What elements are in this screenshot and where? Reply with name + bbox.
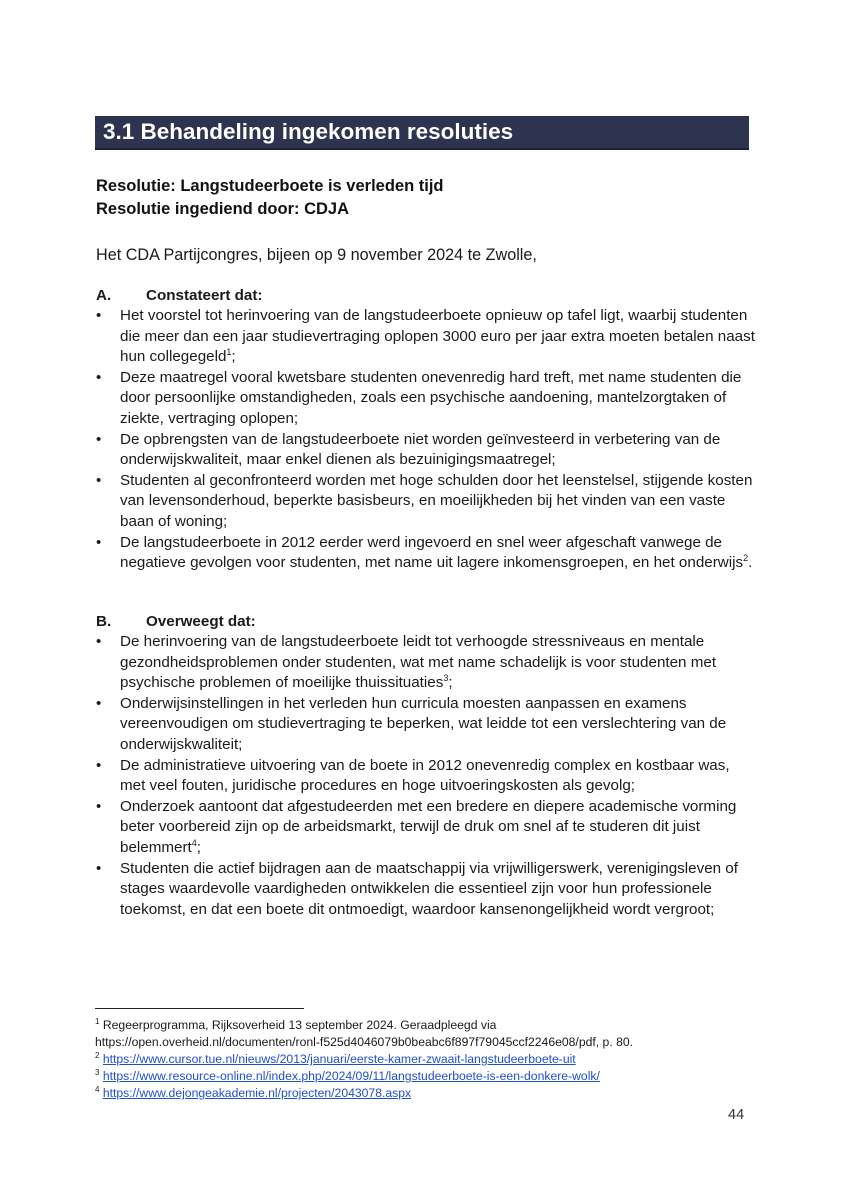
list-item: • Onderwijsinstellingen in het verleden hun curricula moesten aanpassen en examens vereenvoudigen om studievertraging te beperken, wat leidde tot een verslechtering van de onderwijskwaliteit;: [96, 694, 756, 756]
section-b-title: Overweegt dat:: [146, 613, 256, 630]
footnote-2: $^2$ https://www.cursor.tue.nl/nieuws/2013/januari/eerste-kamer-zwaait-langstudeerboete-uit: [95, 1050, 576, 1066]
section-a-letter: A.: [96, 287, 112, 304]
section-b-letter: B.: [96, 613, 112, 630]
resolution-intro: Het CDA Partijcongres, bijeen op 9 november 2024 te Zwolle,: [96, 246, 537, 264]
list-item: • Studenten die actief bijdragen aan de maatschappij via vrijwilligerswerk, verenigingsleven of stages waardevolle vaardigheden ontwikkelen die essentieel zijn voor hun professionele toekomst, en dat een boete dit ontmoedigt, waardoor kansenongelijkheid wordt vergroot;: [96, 859, 756, 921]
list-item: • Onderzoek aantoont dat afgestudeerden met een bredere en diepere academische vorming beter voorbereid zijn op de arbeidsmarkt, terwijl de druk om snel af te studeren dit juist belemmert$^4$;: [96, 797, 756, 859]
section-b-list: [96, 632, 756, 920]
list-item: • Deze maatregel vooral kwetsbare studenten onevenredig hard treft, met name studenten die door persoonlijke omstandigheden, zoals een psychische aandoening, mantelzorgtaken of ziekte, vertraging oplopen;: [96, 368, 756, 430]
section-a-heading: [96, 286, 262, 306]
section-title-bar: [95, 116, 749, 150]
resolution-submitter: Resolutie ingediend door: CDJA: [96, 200, 350, 218]
list-item: • Studenten al geconfronteerd worden met hoge schulden door het leenstelsel, stijgende kosten van levensonderhoud, beperkte basisbeurs, en moeilijkheden bij het vinden van een vaste baan of woning;: [96, 471, 756, 533]
footnote-4-link[interactable]: https://www.dejongeakademie.nl/projecten/2043078.aspx: [102, 1086, 412, 1100]
section-b-heading: [96, 612, 256, 632]
section-title: 3.1 Behandeling ingekomen resoluties: [103, 119, 514, 144]
footnote-3: $^3$ https://www.resource-online.nl/index.php/2024/09/11/langstudeerboete-is-een-donkere-wolk/: [95, 1067, 600, 1083]
list-item: • De administratieve uitvoering van de boete in 2012 onevenredig complex en kostbaar was, met veel fouten, juridische procedures en hoge uitvoeringskosten als gevolg;: [96, 756, 756, 797]
list-item: • De herinvoering van de langstudeerboete leidt tot verhoogde stressniveaus en mentale gezondheidsproblemen onder studenten, wat met name schadelijk is voor studenten met psychische problemen of moeilijke thuissituaties$^3$;: [96, 632, 756, 694]
list-item: • De langstudeerboete in 2012 eerder werd ingevoerd en snel weer afgeschaft vanwege de negatieve gevolgen voor studenten, met name uit lagere inkomensgroepen, en het onderwijs$^2$.: [96, 533, 756, 574]
page-number: 44: [728, 1107, 745, 1123]
footnote-1-url: https://open.overheid.nl/documenten/ronl-f525d4046079b0beabc6f897f79045ccf2246e08/pdf, p. 80.: [95, 1035, 634, 1049]
section-a-list: [96, 306, 756, 574]
footnote-3-link[interactable]: https://www.resource-online.nl/index.php/2024/09/11/langstudeerboete-is-een-donkere-wolk/: [102, 1069, 600, 1083]
section-a-title: Constateert dat:: [146, 287, 263, 304]
footnote-4: $^4$ https://www.dejongeakademie.nl/projecten/2043078.aspx: [95, 1084, 412, 1100]
list-item: • Het voorstel tot herinvoering van de langstudeerboete opnieuw op tafel ligt, waarbij studenten die meer dan een jaar studievertraging oplopen 3000 euro per jaar extra moeten betalen naast hun collegegeld$^1$;: [96, 306, 756, 368]
footnote-2-link[interactable]: https://www.cursor.tue.nl/nieuws/2013/januari/eerste-kamer-zwaait-langstudeerboete-uit: [102, 1052, 576, 1066]
footnotes: [95, 1017, 775, 1102]
resolution-title: Resolutie: Langstudeerboete is verleden tijd: [96, 177, 444, 195]
list-item: • De opbrengsten van de langstudeerboete niet worden geïnvesteerd in verbetering van de onderwijskwaliteit, maar enkel dienen als bezuinigingsmaatregel;: [96, 430, 756, 471]
footnote-1: $^1$ Regeerprogramma, Rijksoverheid 13 september 2024. Geraadpleegd via: [95, 1016, 497, 1032]
footnote-divider: [95, 1008, 304, 1009]
